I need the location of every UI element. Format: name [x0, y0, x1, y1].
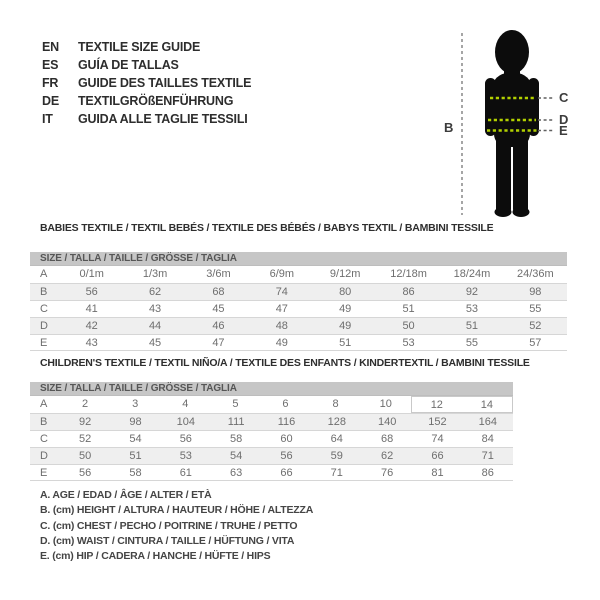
size-cell: 104 — [176, 416, 195, 428]
size-cell: 57 — [529, 337, 542, 349]
size-cell: 49 — [339, 320, 352, 332]
table-row — [30, 464, 513, 481]
size-cell: 53 — [465, 303, 479, 315]
row-cells — [60, 448, 513, 464]
size-cell: 66 — [431, 450, 444, 462]
size-cell: 59 — [330, 450, 343, 462]
language-title: GUIDA ALLE TAGLIE TESSILI — [78, 112, 248, 126]
size-cell: 43 — [85, 337, 98, 349]
row-label: A — [40, 268, 48, 280]
size-cell: 56 — [79, 467, 92, 479]
size-cell: 5 — [232, 398, 239, 410]
language-item — [42, 110, 251, 128]
row-cells — [60, 284, 567, 300]
language-code: IT — [42, 112, 53, 126]
row-label: E — [40, 337, 48, 349]
language-code: EN — [42, 40, 59, 54]
size-cell: 80 — [339, 286, 352, 298]
size-cell: 42 — [85, 320, 98, 332]
row-cells — [60, 266, 567, 283]
size-cell: 12/18m — [390, 268, 427, 280]
size-cell: 116 — [277, 416, 296, 428]
row-cells — [60, 414, 513, 430]
size-cell: 68 — [212, 286, 225, 298]
size-cell: 51 — [465, 320, 479, 332]
language-item — [42, 92, 251, 110]
size-cell: 10 — [379, 398, 392, 410]
label-d: D — [559, 112, 569, 127]
size-cell: 6 — [282, 398, 289, 410]
label-c: C — [559, 90, 569, 105]
size-cell: 62 — [381, 450, 394, 462]
size-cell: 3/6m — [206, 268, 231, 280]
size-cell: 46 — [212, 320, 225, 332]
size-cell: 51 — [129, 450, 142, 462]
size-cell: 3 — [132, 398, 139, 410]
row-label: D — [40, 320, 48, 332]
legend-item: E. (cm) HIP / CADERA / HANCHE / HÜFTE / HIPS — [40, 550, 271, 563]
size-cell: 128 — [327, 416, 346, 428]
language-title: TEXTILE SIZE GUIDE — [78, 40, 201, 54]
babies-size-table — [30, 252, 567, 351]
size-cell: 48 — [275, 320, 288, 332]
language-item — [42, 56, 251, 74]
size-cell: 86 — [481, 467, 494, 479]
size-cell: 18/24m — [453, 268, 491, 280]
size-cell: 164 — [478, 416, 497, 428]
table-row — [30, 266, 567, 283]
size-cell: 56 — [179, 433, 192, 445]
size-cell: 50 — [79, 450, 92, 462]
size-cell: 43 — [148, 303, 162, 315]
size-cell: 152 — [428, 416, 447, 428]
language-title: TEXTILGRÖßENFÜHRUNG — [78, 94, 234, 108]
size-cell: 60 — [280, 433, 293, 445]
row-label: D — [40, 450, 48, 462]
size-cell: 12 — [411, 396, 462, 413]
size-cell: 92 — [465, 286, 479, 298]
row-cells — [60, 431, 513, 447]
size-cell: 49 — [339, 303, 352, 315]
language-code: DE — [42, 94, 59, 108]
size-cell: 24/36m — [516, 268, 554, 280]
size-cell: 74 — [275, 286, 288, 298]
size-cell: 56 — [280, 450, 293, 462]
size-cell: 9/12m — [329, 268, 361, 280]
size-cell: 14 — [462, 396, 513, 413]
table-row — [30, 317, 567, 334]
legend-item: C. (cm) CHEST / PECHO / POITRINE / TRUHE / PETTO — [40, 519, 298, 532]
children-table-rows — [30, 396, 513, 481]
measurement-legend — [40, 488, 313, 564]
row-cells — [60, 396, 513, 413]
size-cell: 86 — [402, 286, 415, 298]
size-cell: 53 — [402, 337, 415, 349]
table-row — [30, 334, 567, 351]
size-cell: 2 — [81, 398, 89, 410]
size-cell: 51 — [402, 303, 415, 315]
language-list — [42, 38, 251, 128]
table-row — [30, 447, 513, 464]
size-cell: 55 — [529, 303, 542, 315]
size-cell: 54 — [129, 433, 142, 445]
size-cell: 4 — [182, 398, 189, 410]
language-title: GUÍA DE TALLAS — [78, 58, 179, 72]
size-cell: 44 — [148, 320, 162, 332]
size-cell: 6/9m — [269, 268, 295, 280]
row-label: C — [40, 433, 48, 445]
size-cell: 140 — [377, 416, 397, 428]
size-cell: 49 — [275, 337, 288, 349]
language-item — [42, 74, 251, 92]
size-cell: 98 — [529, 286, 542, 298]
size-cell: 63 — [230, 467, 243, 479]
table-row — [30, 283, 567, 300]
row-label: B — [40, 286, 48, 298]
size-cell: 51 — [339, 337, 352, 349]
legend-item: D. (cm) WAIST / CINTURA / TAILLE / HÜFTUNG / VITA — [40, 534, 295, 547]
size-cell: 92 — [79, 416, 92, 428]
legend-item: B. (cm) HEIGHT / ALTURA / HAUTEUR / HÖHE / ALTEZZA — [40, 504, 314, 517]
children-size-table — [30, 382, 513, 481]
size-cell: 0/1m — [79, 268, 104, 280]
size-cell: 41 — [85, 303, 98, 315]
size-cell: 66 — [280, 467, 293, 479]
size-cell: 47 — [275, 303, 288, 315]
size-cell: 1/3m — [142, 268, 168, 280]
size-cell: 8 — [332, 398, 339, 410]
size-cell: 68 — [381, 433, 394, 445]
size-cell: 76 — [381, 467, 394, 479]
language-item — [42, 38, 251, 56]
size-cell: 111 — [227, 416, 245, 428]
size-cell: 45 — [148, 337, 162, 349]
size-cell: 54 — [230, 450, 243, 462]
label-e: E — [559, 123, 568, 138]
row-label: B — [40, 416, 48, 428]
size-cell: 53 — [179, 450, 192, 462]
size-cell: 84 — [481, 433, 494, 445]
babies-table-rows — [30, 266, 567, 351]
size-cell: 61 — [179, 467, 192, 479]
size-cell: 62 — [148, 286, 162, 298]
size-cell: 98 — [129, 416, 142, 428]
size-cell: 56 — [85, 286, 98, 298]
language-title: GUIDE DES TAILLES TEXTILE — [78, 76, 252, 90]
row-label: E — [40, 467, 48, 479]
size-cell: 47 — [212, 337, 225, 349]
row-cells — [60, 318, 567, 334]
row-label: C — [40, 303, 48, 315]
table-row — [30, 413, 513, 430]
language-code: FR — [42, 76, 59, 90]
label-b: B — [444, 120, 454, 135]
table-row — [30, 430, 513, 447]
size-header: SIZE / TALLA / TAILLE / GRÖSSE / TAGLIA — [30, 252, 567, 266]
size-header: SIZE / TALLA / TAILLE / GRÖSSE / TAGLIA — [30, 382, 513, 396]
size-cell: 64 — [330, 433, 343, 445]
row-label: A — [40, 398, 48, 410]
size-cell: 52 — [79, 433, 92, 445]
row-cells — [60, 465, 513, 480]
size-cell: 50 — [402, 320, 415, 332]
silhouette-shape — [485, 30, 539, 217]
size-cell: 58 — [129, 467, 142, 479]
size-cell: 71 — [481, 450, 494, 462]
language-code: ES — [42, 58, 59, 72]
child-silhouette — [440, 25, 575, 225]
table-row — [30, 300, 567, 317]
children-table-title: CHILDREN'S TEXTILE / TEXTIL NIÑO/A / TEXTILE DES ENFANTS / KINDERTEXTIL / BAMBINI TESSILE — [40, 357, 530, 369]
table-row — [30, 396, 513, 413]
legend-item: A. AGE / EDAD / ÂGE / ALTER / ETÀ — [40, 489, 212, 501]
child-silhouette-figure — [440, 25, 575, 225]
size-cell: 45 — [212, 303, 225, 315]
size-cell: 58 — [230, 433, 243, 445]
size-cell: 71 — [330, 467, 343, 479]
babies-table-title: BABIES TEXTILE / TEXTIL BEBÉS / TEXTILE DES BÉBÉS / BABYS TEXTIL / BAMBINI TESSILE — [40, 222, 494, 234]
size-cell: 74 — [431, 433, 444, 445]
size-cell: 55 — [465, 337, 479, 349]
row-cells — [60, 301, 567, 317]
size-cell: 52 — [529, 320, 542, 332]
row-cells — [60, 335, 567, 350]
size-cell: 81 — [431, 467, 444, 479]
